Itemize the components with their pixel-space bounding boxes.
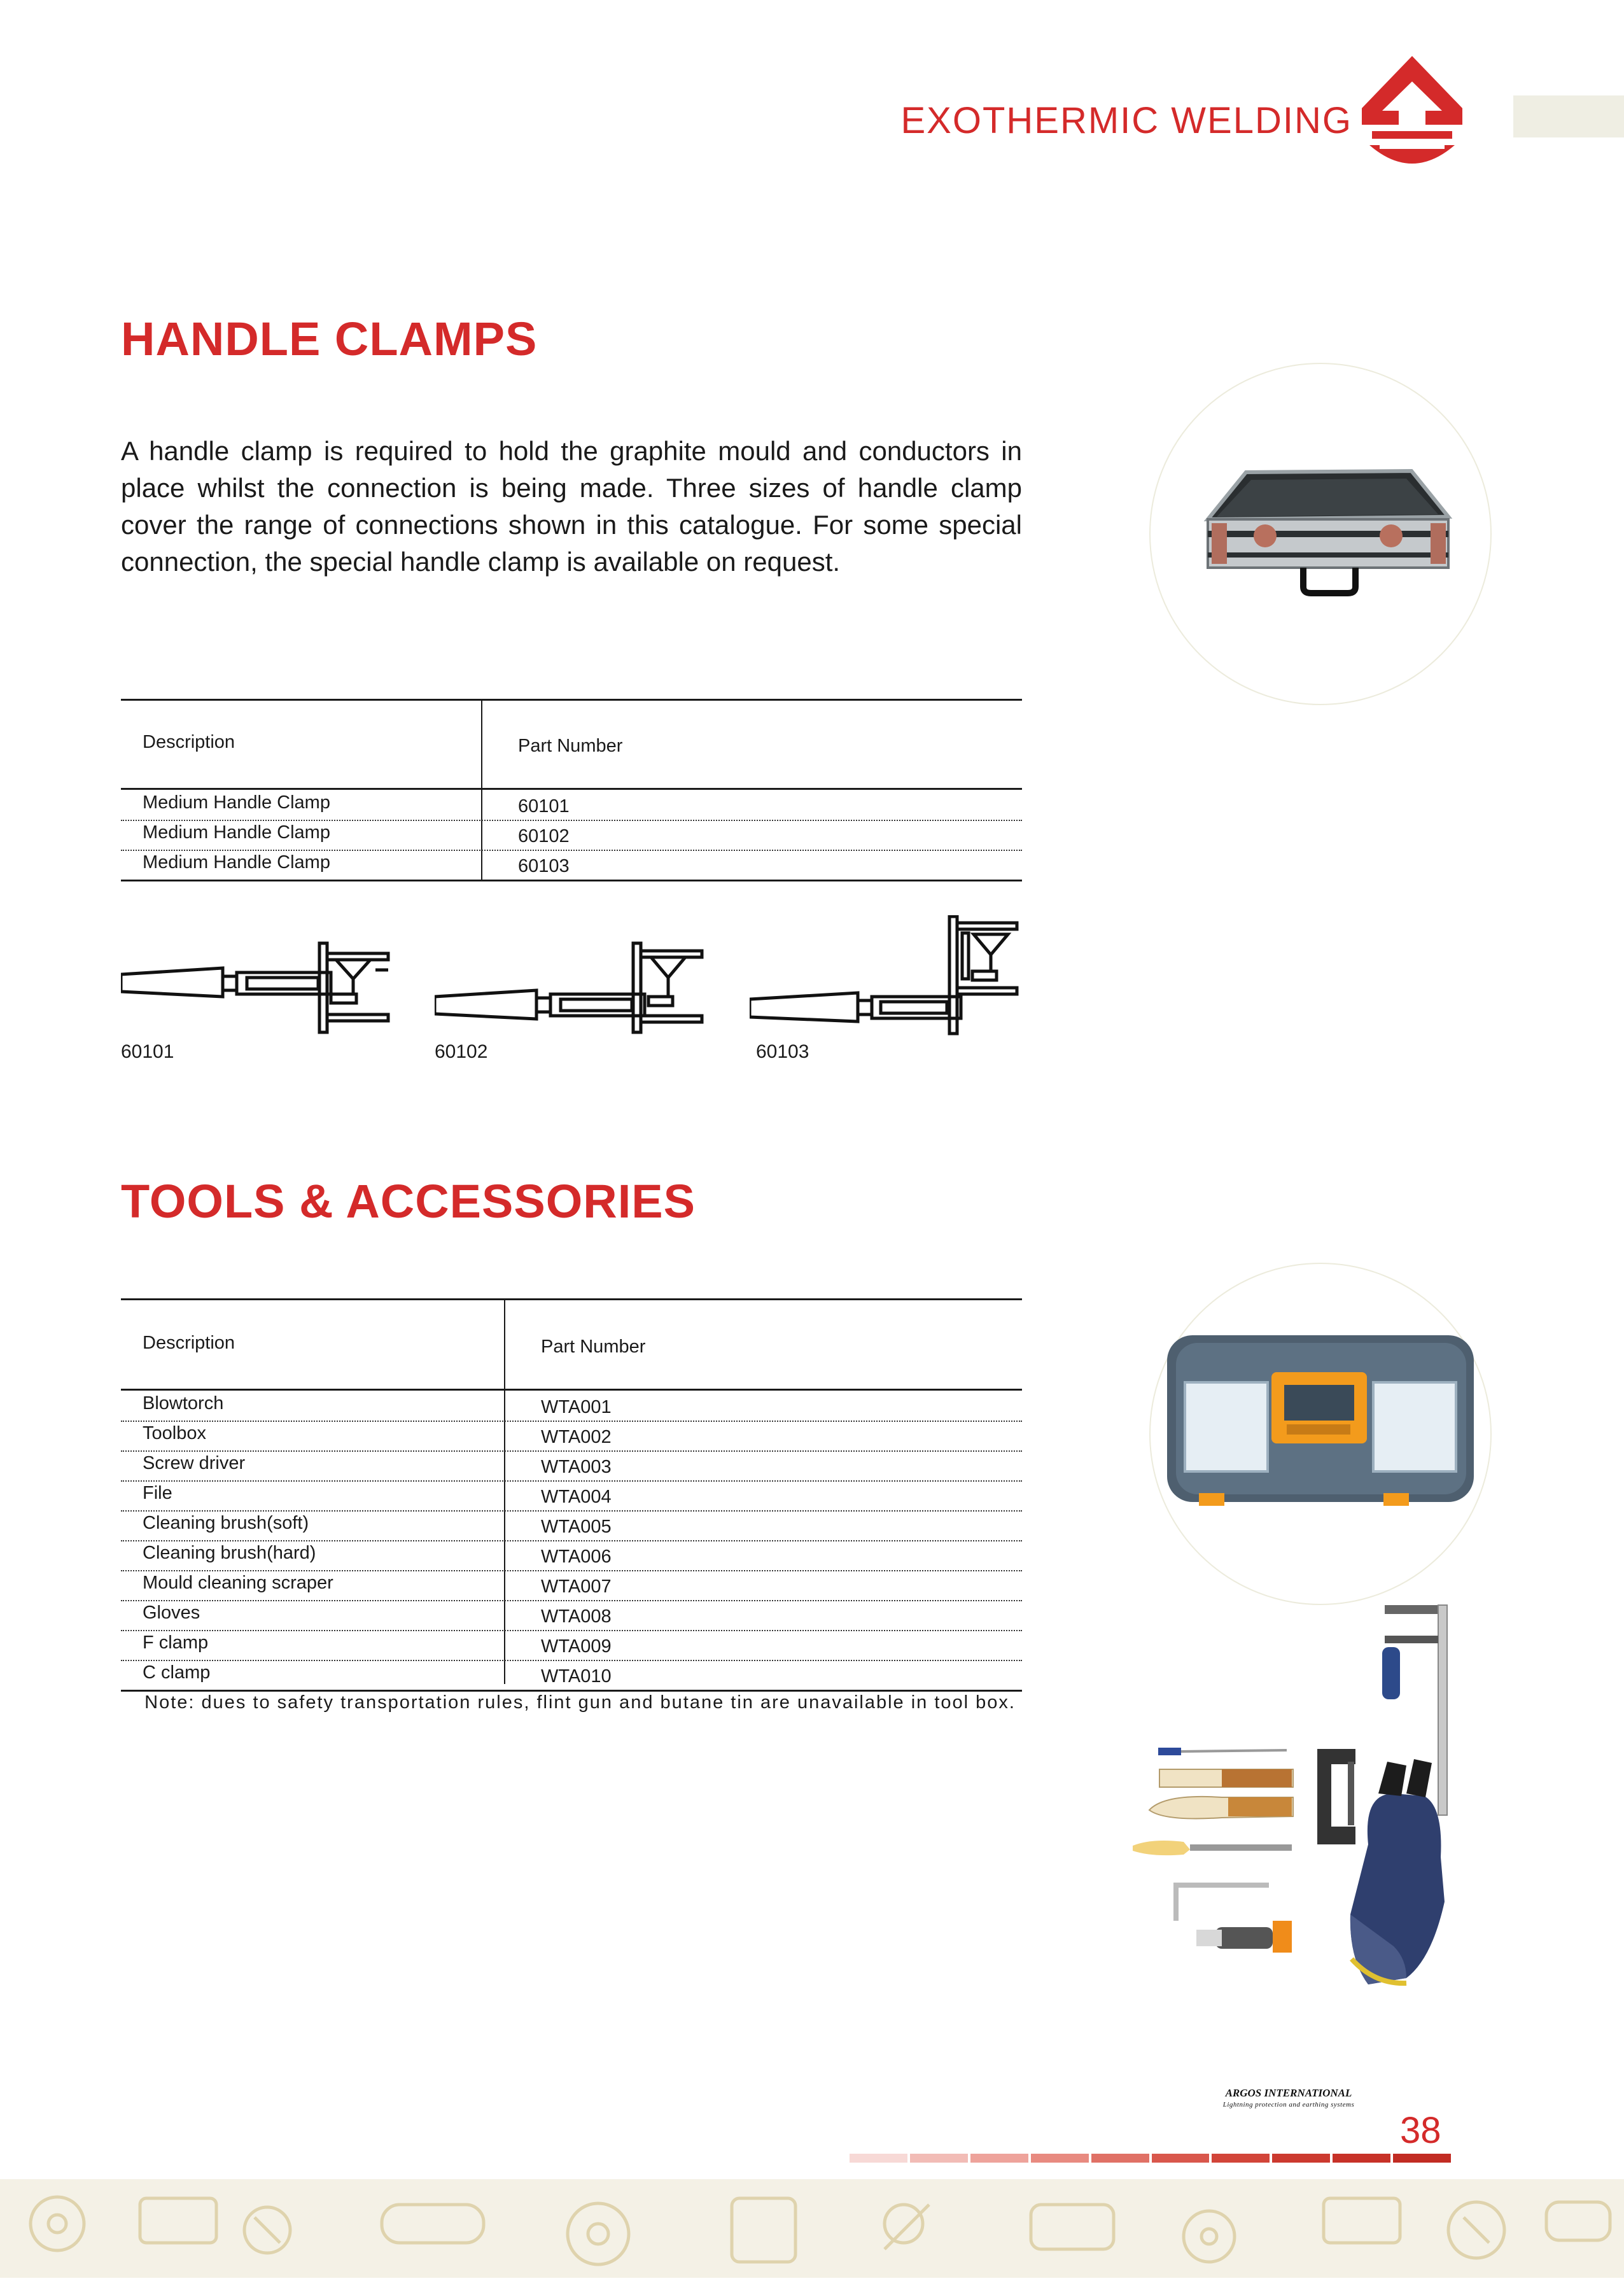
welding-logo-icon: [1361, 55, 1464, 174]
table-row: [121, 1510, 1022, 1541]
row-description: Cleaning brush(hard): [143, 1543, 316, 1563]
row-description: Screw driver: [143, 1453, 246, 1473]
toolbox-photo: [1149, 1263, 1492, 1605]
row-description: F clamp: [143, 1632, 209, 1653]
row-part-number: 60102: [518, 826, 570, 846]
row-part-number: WTA006: [541, 1547, 612, 1567]
column-header-part-number: Part Number: [518, 736, 623, 756]
page-number: 38: [1400, 2110, 1441, 2151]
stripe-segment: [910, 2154, 968, 2163]
table-row: [121, 850, 1022, 881]
stripe-segment: [1333, 2154, 1390, 2163]
table-row: [121, 1600, 1022, 1631]
row-part-number: 60103: [518, 856, 570, 876]
table-row: [121, 1421, 1022, 1452]
handle-clamp-case-photo: [1149, 363, 1492, 705]
row-description: Medium Handle Clamp: [143, 822, 330, 843]
row-part-number: WTA001: [541, 1397, 612, 1417]
footer-brand: [1209, 2088, 1368, 2110]
drawing-label: 60101: [121, 1041, 174, 1062]
handle-clamps-table: [121, 699, 1022, 881]
header-band: [1513, 95, 1624, 137]
section-title-handle-clamps: HANDLE CLAMPS: [121, 312, 538, 365]
tools-table: [121, 1298, 1022, 1687]
row-part-number: WTA010: [541, 1666, 612, 1687]
column-header-description: Description: [143, 1333, 235, 1353]
handle-clamp-small-icon: [121, 939, 395, 1038]
row-part-number: WTA005: [541, 1517, 612, 1537]
row-description: Toolbox: [143, 1423, 206, 1443]
stripe-segment: [1091, 2154, 1149, 2163]
row-description: Medium Handle Clamp: [143, 792, 330, 813]
row-part-number: WTA004: [541, 1487, 612, 1507]
stripe-segment: [1212, 2154, 1270, 2163]
stripe-segment: [1272, 2154, 1330, 2163]
drawing-label: 60102: [435, 1041, 488, 1062]
row-description: File: [143, 1483, 172, 1503]
table-row: [121, 1480, 1022, 1512]
brand-name: ARGOS INTERNATIONAL: [1225, 2087, 1352, 2099]
row-description: Blowtorch: [143, 1393, 224, 1414]
stripe-segment: [1031, 2154, 1089, 2163]
table-row: [121, 790, 1022, 821]
table-row: [121, 820, 1022, 851]
row-part-number: WTA007: [541, 1576, 612, 1597]
footer-stripe: [850, 2154, 1451, 2163]
row-part-number: WTA003: [541, 1457, 612, 1477]
row-description: Gloves: [143, 1603, 200, 1623]
footer-decoration: [0, 2179, 1624, 2278]
handle-clamps-intro: A handle clamp is required to hold the graphite mould and conductors in place whilst the connection is being made. Three sizes of handle clamp cover the range of connections shown in this catalogue. For some special connection, the special handle clamp is available on request.: [121, 436, 1022, 577]
row-description: Medium Handle Clamp: [143, 852, 330, 873]
tools-collage-photo: [1126, 1603, 1471, 1995]
handle-clamp-medium-icon: [435, 939, 708, 1038]
column-header-description: Description: [143, 732, 235, 752]
section-title-tools-accessories: TOOLS & ACCESSORIES: [121, 1175, 696, 1228]
row-description: Mould cleaning scraper: [143, 1573, 333, 1593]
stripe-segment: [850, 2154, 907, 2163]
stripe-segment: [1393, 2154, 1451, 2163]
row-part-number: 60101: [518, 796, 570, 817]
table-row: [121, 1450, 1022, 1482]
row-part-number: WTA002: [541, 1427, 612, 1447]
row-description: C clamp: [143, 1662, 211, 1683]
row-part-number: WTA008: [541, 1606, 612, 1627]
row-part-number: WTA009: [541, 1636, 612, 1657]
table-row: [121, 1660, 1022, 1692]
table-row: [121, 1570, 1022, 1601]
table-row: [121, 1540, 1022, 1571]
header-title: EXOTHERMIC WELDING: [900, 100, 1352, 141]
handle-clamp-large-icon: [750, 915, 1023, 1039]
table-row: [121, 1391, 1022, 1422]
drawing-label: 60103: [756, 1041, 809, 1062]
tools-note: Note: dues to safety transportation rules, flint gun and butane tin are unavailable in tool box.: [144, 1692, 1016, 1713]
stripe-segment: [1152, 2154, 1210, 2163]
stripe-segment: [970, 2154, 1028, 2163]
row-description: Cleaning brush(soft): [143, 1513, 309, 1533]
column-header-part-number: Part Number: [541, 1337, 646, 1357]
brand-tagline: Lightning protection and earthing systems: [1222, 2101, 1355, 2109]
table-row: [121, 1630, 1022, 1661]
